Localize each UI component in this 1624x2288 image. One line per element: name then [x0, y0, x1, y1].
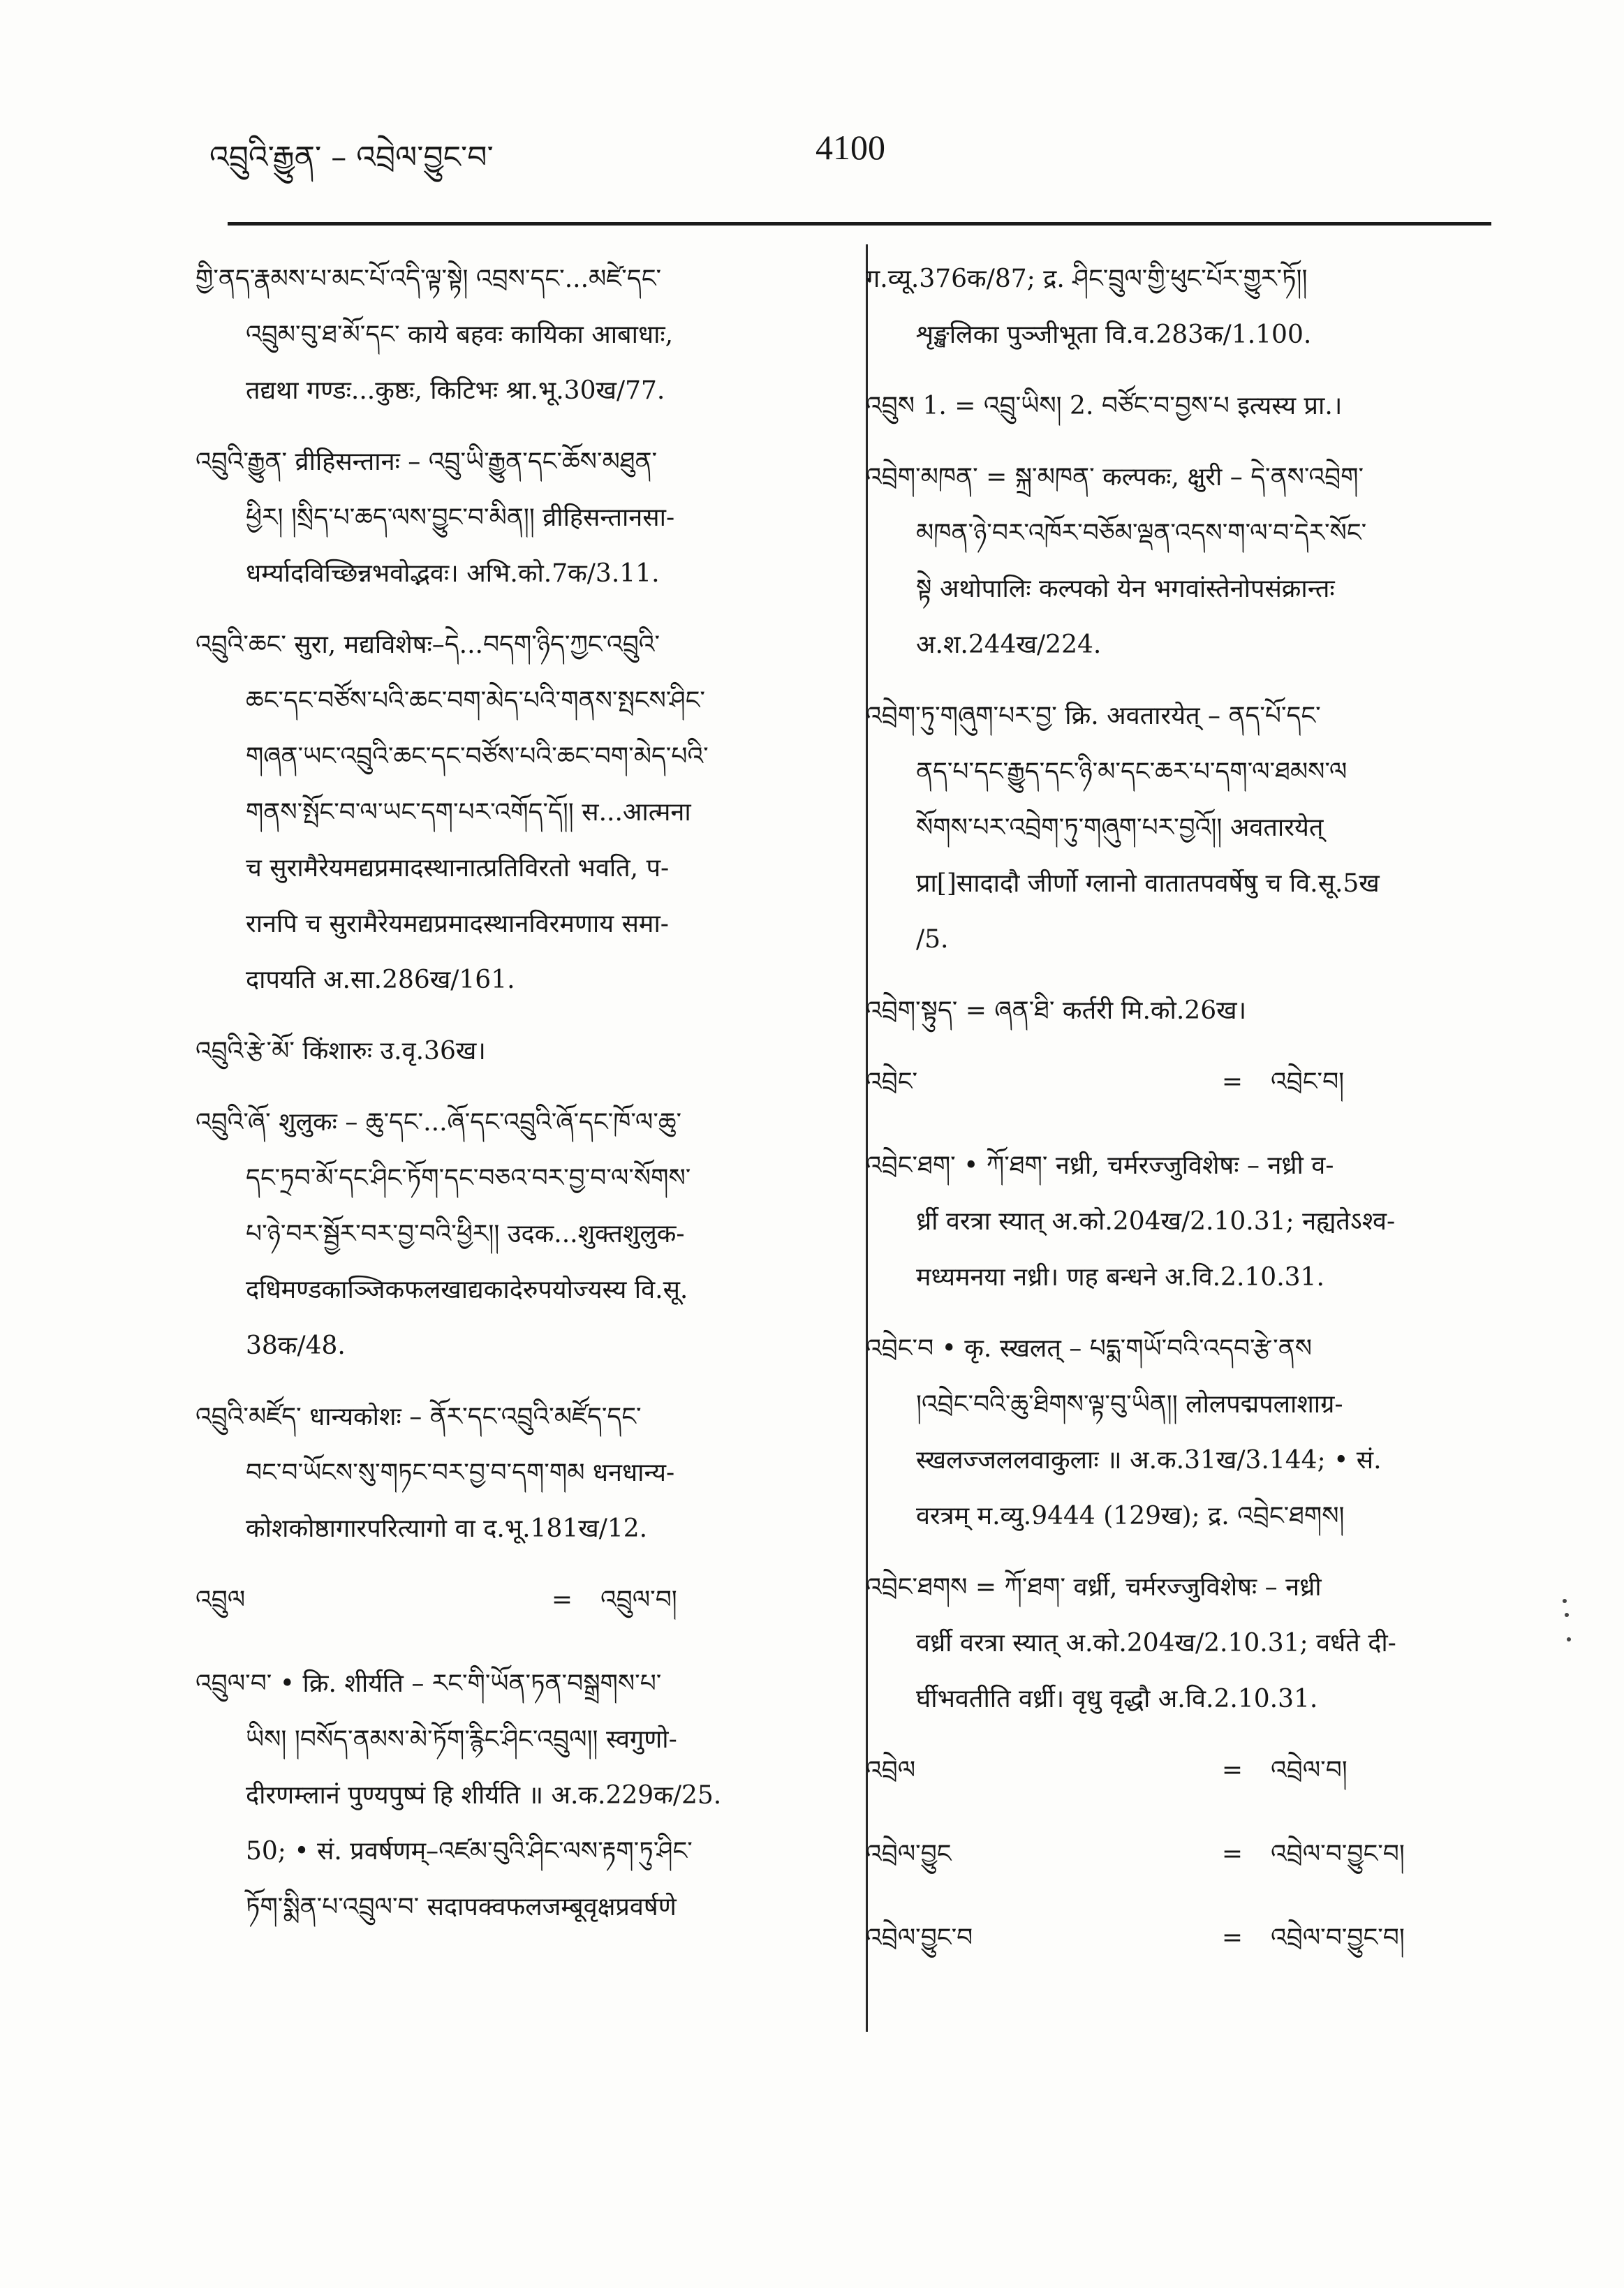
entry-line: वरत्रम् म.व्यु.9444 (129ख); द्र. འབྲེང་ཐགས།: [916, 1502, 1345, 1530]
page-number: 4100: [815, 128, 885, 167]
equals-sign: =: [1221, 1840, 1243, 1868]
entry-line: /5.: [916, 925, 949, 954]
entry-line: अ.श.244ख/224.: [916, 630, 1102, 659]
entry-line: །འབྲེང་བའི་ཆུ་ཐིགས་ལྟ་བུ་ཡིན།། लोलपद्मपलाशाग्र-: [916, 1390, 1343, 1419]
dictionary-entry: [183, 617, 820, 1008]
entry-line: दीरणम्लानं पुण्यपुष्पं हि शीर्यति ॥ अ.क.229क/25.: [246, 1781, 722, 1810]
cross-reference-entry: [853, 1910, 1490, 1966]
entry-first-line: འབྲུའི་མཛོད་ धान्यकोशः – ནོར་དང་འབྲུའི་མཛོད་དང་: [195, 1403, 642, 1431]
left-column: [183, 251, 820, 1951]
scan-speck: [1565, 1613, 1569, 1617]
dictionary-entry: [853, 1321, 1490, 1544]
equals-sign: =: [1221, 1924, 1243, 1952]
dictionary-entry: [183, 1656, 820, 1935]
entry-line: दधिमण्डकाञ्जिकफलखाद्यकादेरुपयोज्यस्य वि.सू.: [246, 1276, 688, 1304]
entry-line: མཁན་ཉེ་བར་འཁོར་བཅོམ་ལྡན་འདས་ག་ལ་བ་དེར་སོང་: [916, 519, 1367, 547]
dictionary-entry: [853, 251, 1490, 363]
cross-reference-target: འབྲེལ་བ།: [1271, 1756, 1348, 1785]
entry-first-line: འབྲེག་ཏུ་གཞུག་པར་བྱ་ क्रि. अवतारयेत् – ནད་པོ་དང་: [866, 702, 1321, 730]
equals-sign: =: [551, 1586, 573, 1614]
entry-line: ནད་པ་དང་རྒྱུད་དང་ཉི་མ་དང་ཆར་པ་དག་ལ་ཐམས་ལ: [916, 758, 1348, 786]
entry-line: 38क/48.: [246, 1331, 346, 1360]
dictionary-entry: [183, 1024, 820, 1079]
entry-headword: འབྲེང་: [866, 1068, 918, 1096]
dictionary-entry: [183, 251, 820, 419]
cross-reference-entry: [853, 1826, 1490, 1882]
entry-headword: འབྲུལ: [195, 1586, 246, 1614]
entry-line: གཞན་ཡང་འབྲུའི་ཆང་དང་བཙོས་པའི་ཆང་བག་མེད་པའི་: [246, 742, 709, 771]
entry-first-line: འབྲེག་སྟུད་ = ཞན་ཐི་ कर्तरी मि.को.26ख।: [866, 996, 1247, 1025]
entry-line: འབྲུམ་བུ་ཐ་མོ་དང་ काये बहवः कायिका आबाधाः,: [246, 320, 674, 349]
dictionary-entry: [853, 450, 1490, 673]
entry-headword: འབྲེལ: [866, 1756, 916, 1785]
entry-first-line: འབྲེང་བ • कृ. स्खलत् – པདྨ་གཡོ་བའི་འདབ་རྩེ་ནས: [866, 1334, 1313, 1363]
running-head: འབྲུའི་རྒྱུན་ – འབྲེལ་བྱུང་བ་: [209, 140, 494, 175]
entry-line: ཏོག་སྨིན་པ་འབྲུལ་བ་ सदापक्वफलजम्बूवृक्षप्रवर्षणे: [246, 1893, 677, 1921]
equals-sign: =: [1221, 1756, 1243, 1785]
entry-headword: འབྲེལ་བྱུང: [866, 1840, 952, 1868]
entry-line: ཕྱིར། །སྲིད་པ་ཆད་ལས་བྱུང་བ་མིན།། व्रीहिसन्तानसा-: [246, 503, 675, 532]
entry-line: च सुरामैरेयमद्यप्रमादस्थानात्प्रतिविरतो भवति, प-: [246, 854, 670, 883]
entry-first-line: འབྲུའི་ཆང་ सुरा, मद्यविशेषः–དེ...བདག་ཉིད་ཀྱང་འབྲུའི་: [195, 630, 660, 659]
entry-line: शृङ्खलिका पुञ्जीभूता वि.व.283क/1.100.: [916, 320, 1312, 349]
entry-first-line: འབྲུའི་རྩེ་མོ་ किंशारुः उ.वृ.36ख।: [195, 1037, 486, 1065]
entry-line: रानपि च सुरामैरेयमद्यप्रमादस्थानविरमणाय समा-: [246, 910, 669, 938]
entry-line: मध्यमनया नध्री। णह बन्धने अ.वि.2.10.31.: [916, 1263, 1324, 1292]
entry-first-line: འབྲུའི་རྒྱུན་ व्रीहिसन्तानः – འབྲུ་ཡི་རྒྱུན་དང་ཆོས་མཐུན་: [195, 448, 658, 476]
dictionary-entry: [853, 1138, 1490, 1306]
dictionary-entry: [183, 1389, 820, 1557]
entry-line: र्घीभवतीति वर्ध्री। वृधु वृद्धौ अ.वि.2.10.31.: [916, 1685, 1318, 1713]
entry-line: प्रा[]सादादौ जीर्णो ग्लानो वातातपवर्षेषु च वि.सू.5ख: [916, 869, 1380, 898]
entry-line: སྟེ अथोपालिः कल्पको येन भगवांस्तेनोपसंक्रान्तः: [916, 575, 1335, 603]
entry-line: གནས་སྤོང་བ་ལ་ཡང་དག་པར་འགོད་དོ།། स...आत्मना: [246, 798, 691, 827]
entry-line: ཡིས། །བསོད་ནམས་མེ་ཏོག་རྙིང་ཤིང་འབྲུལ།། स्वगुणो-: [246, 1725, 677, 1754]
scan-speck: [1567, 1637, 1571, 1641]
dictionary-entry: [853, 1560, 1490, 1727]
entry-line: दापयति अ.सा.286ख/161.: [246, 966, 515, 994]
right-column: [853, 251, 1490, 1994]
entry-line: 50; • सं. प्रवर्षणम्–འཛམ་བུའི་ཤིང་ལས་རྟག་ཏུ་ཤིང་: [246, 1837, 693, 1866]
dictionary-entry: [853, 983, 1490, 1039]
cross-reference-target: འབྲེལ་བ་བྱུང་བ།: [1271, 1924, 1405, 1952]
entry-line: धर्म्यादविच्छिन्नभवोद्भवः। अभि.को.7क/3.11.: [246, 559, 660, 588]
cross-reference-target: འབྲེལ་བ་བྱུང་བ།: [1271, 1840, 1405, 1868]
top-rule: [228, 222, 1491, 226]
dictionary-entry: [853, 378, 1490, 434]
dictionary-entry: [853, 688, 1490, 968]
entry-first-line: འབྲུས 1. = འབྲུ་ཡིས། 2. བཙོང་བ་བྱས་པ इत्यस्य प्रा.।: [866, 392, 1343, 420]
entry-line: བང་བ་ཡོངས་སུ་གཏང་བར་བྱ་བ་དག་གམ धनधान्य-: [246, 1459, 675, 1487]
entry-line: स्खलज्जललवाकुलाः ॥ अ.क.31ख/3.144; • सं.: [916, 1446, 1382, 1475]
dictionary-entry: [183, 1095, 820, 1374]
scan-speck: [1563, 1599, 1567, 1603]
entry-line: कोशकोष्ठागारपरित्यागो वा द.भू.181ख/12.: [246, 1514, 648, 1543]
entry-line: སོགས་པར་འབྲེག་ཏུ་གཞུག་པར་བྱའོ།། अवतारयेत्: [916, 813, 1324, 842]
entry-line: वर्ध्री वरत्रा स्यात् अ.को.204ख/2.10.31; वर्धते दी-: [916, 1629, 1396, 1658]
entry-first-line: འབྲེག་མཁན་ = སྐྲ་མཁན་ कल्पकः, क्षुरी – དེ་ནས་འབྲེག་: [866, 463, 1364, 492]
cross-reference-entry: [853, 1054, 1490, 1110]
entry-headword: འབྲེལ་བྱུང་བ: [866, 1924, 973, 1952]
entry-line: तद्यथा गण्डः...कुष्ठः, किटिभः श्रा.भू.30ख/77.: [246, 376, 665, 405]
entry-first-line: ग.व्यू.376क/87; द्र. ཤིང་བྲུལ་གྱི་ཕུང་པོར་གྱུར་ཏོ།།: [866, 265, 1308, 293]
entry-line: ཆང་དང་བཙོས་པའི་ཆང་བག་མེད་པའི་གནས་སྤངས་ཤིང་: [246, 686, 705, 715]
entry-first-line: འབྲུའི་ཞོ་ शुलुकः – ཆུ་དང་...ཞོ་དང་འབྲུའི་ཞོ་དང་ཁོ་ལ་ཆུ་: [195, 1108, 682, 1137]
entry-first-line: གྱི་ནད་རྣམས་པ་མང་པོ་འདི་ལྟ་སྟེ། འབྲས་དང་...མཛེ་དང་: [195, 265, 662, 293]
entry-first-line: འབྲེང་ཐག་ • ཀོ་ཐག་ नध्री, चर्मरज्जुविशेषः – नध्री व-: [866, 1151, 1334, 1180]
cross-reference-entry: [853, 1743, 1490, 1799]
entry-line: པ་ཉེ་བར་སྦྱོར་བར་བྱ་བའི་ཕྱིར།། उदक...शुक्तशुलुक-: [246, 1220, 685, 1248]
cross-reference-target: འབྲེང་བ།: [1271, 1068, 1345, 1096]
entry-first-line: འབྲེང་ཐགས = ཀོ་ཐག་ वर्ध्री, चर्मरज्जुविशेषः – नध्री: [866, 1573, 1322, 1602]
dictionary-entry: [183, 434, 820, 602]
entry-line: དང་ཏྲབ་མོ་དང་ཤིང་ཏོག་དང་བཅའ་བར་བྱ་བ་ལ་སོགས་: [246, 1164, 691, 1193]
equals-sign: =: [1221, 1068, 1243, 1096]
cross-reference-target: འབྲུལ་བ།: [600, 1586, 677, 1614]
cross-reference-entry: [183, 1572, 820, 1628]
entry-first-line: འབྲུལ་བ་ • क्रि. शीर्यति – རང་གི་ཡོན་ཏན་བསྒྲགས་པ་: [195, 1669, 662, 1698]
entry-line: र्ध्री वरत्रा स्यात् अ.को.204ख/2.10.31; नह्यतेऽश्व-: [916, 1207, 1396, 1236]
